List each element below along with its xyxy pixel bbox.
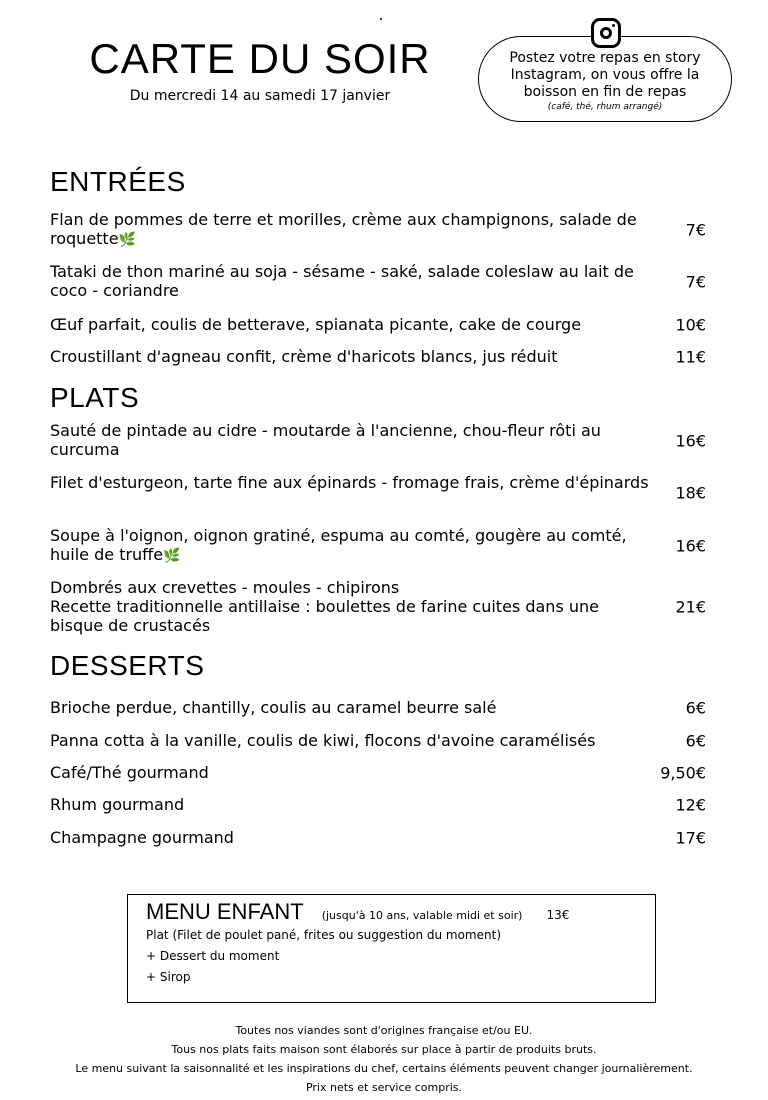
item-description: Champagne gourmand: [50, 828, 234, 847]
instagram-icon: [591, 18, 621, 48]
instagram-promo: [478, 36, 732, 122]
footer-line: Toutes nos viandes sont d'origines française et/ou EU.: [235, 1024, 533, 1037]
item-description: Filet d'esturgeon, tarte fine aux épinards - fromage frais, crème d'épinards: [50, 473, 649, 492]
menu-item: [50, 347, 720, 367]
menu-item: [50, 763, 720, 783]
item-price: 11€: [675, 347, 706, 367]
item-price: 17€: [675, 828, 706, 848]
item-price: 12€: [675, 795, 706, 815]
promo-note: (café, thé, rhum arrangé): [547, 102, 663, 112]
item-description: Œuf parfait, coulis de betterave, spianata picante, cake de courge: [50, 315, 582, 334]
item-price: 16€: [675, 431, 706, 451]
menu-item: [50, 315, 720, 335]
menu-item: [50, 473, 720, 513]
item-description: Rhum gourmand: [50, 795, 185, 814]
menu-item: [50, 795, 720, 815]
kids-menu-line: + Dessert du moment: [146, 949, 280, 963]
item-price: 6€: [685, 731, 706, 751]
item-description: Soupe à l'oignon, oignon gratiné, espuma au comté, gougère au comté, huile de truffe: [50, 526, 627, 564]
menu-item: [50, 578, 720, 635]
item-price: 16€: [675, 536, 706, 556]
date-range: Du mercredi 14 au samedi 17 janvier: [129, 88, 391, 104]
footer: [0, 1021, 768, 1097]
footer-line: Tous nos plats faits maison sont élaborés sur place à partir de produits bruts.: [171, 1043, 597, 1056]
item-description-detail: Recette traditionnelle antillaise : boulettes de farine cuites dans une bisque de crustacés: [50, 597, 599, 635]
item-description: Dombrés aux crevettes - moules - chipirons: [50, 578, 400, 597]
kids-menu-price: 13€: [546, 908, 570, 922]
header: [60, 34, 460, 104]
kids-menu-line: + Sirop: [146, 970, 191, 984]
item-price: 7€: [685, 272, 706, 292]
menu-item: [50, 828, 720, 848]
item-price: 10€: [675, 315, 706, 335]
kids-menu-title: MENU ENFANT: [146, 899, 304, 924]
section-title-entrees: ENTRÉES: [50, 166, 186, 197]
item-description: Brioche perdue, chantilly, coulis au caramel beurre salé: [50, 698, 497, 717]
leaf-icon: 🌿: [163, 548, 181, 564]
menu-item: [50, 210, 720, 250]
item-description: Tataki de thon mariné au soja - sésame - saké, salade coleslaw au lait de coco - coriandre: [50, 262, 634, 300]
item-description: Panna cotta à la vanille, coulis de kiwi, flocons d'avoine caramélisés: [50, 731, 596, 750]
menu-item: [50, 731, 720, 751]
item-price: 9,50€: [660, 763, 706, 783]
menu-item: [50, 262, 720, 302]
item-price: 6€: [685, 698, 706, 718]
menu-item: [50, 421, 720, 461]
item-description: Sauté de pintade au cidre - moutarde à l'ancienne, chou-fleur rôti au curcuma: [50, 421, 601, 459]
footer-line: Prix nets et service compris.: [305, 1081, 463, 1094]
menu-item: [50, 698, 720, 718]
item-description: Flan de pommes de terre et morilles, crème aux champignons, salade de roquette: [50, 210, 637, 248]
item-price: 18€: [675, 483, 706, 503]
kids-menu-line: Plat (Filet de poulet pané, frites ou suggestion du moment): [146, 928, 501, 942]
leaf-icon: 🌿: [118, 232, 136, 248]
decorative-dot: [380, 18, 382, 20]
item-description: Café/Thé gourmand: [50, 763, 209, 782]
page-title: CARTE DU SOIR: [89, 35, 431, 82]
kids-menu-box: [127, 894, 656, 1003]
menu-item: [50, 526, 720, 566]
item-price: 21€: [675, 597, 706, 616]
section-title-plats: PLATS: [50, 382, 140, 413]
promo-text: Postez votre repas en story Instagram, on vous offre la boisson en fin de repas: [509, 50, 701, 100]
item-description: Croustillant d'agneau confit, crème d'haricots blancs, jus réduit: [50, 347, 558, 366]
kids-menu-conditions: (jusqu'à 10 ans, valable midi et soir): [321, 909, 523, 922]
section-title-desserts: DESSERTS: [50, 650, 205, 681]
footer-line: Le menu suivant la saisonnalité et les inspirations du chef, certains éléments peuvent changer journalièrement.: [75, 1062, 693, 1075]
item-price: 7€: [685, 220, 706, 240]
